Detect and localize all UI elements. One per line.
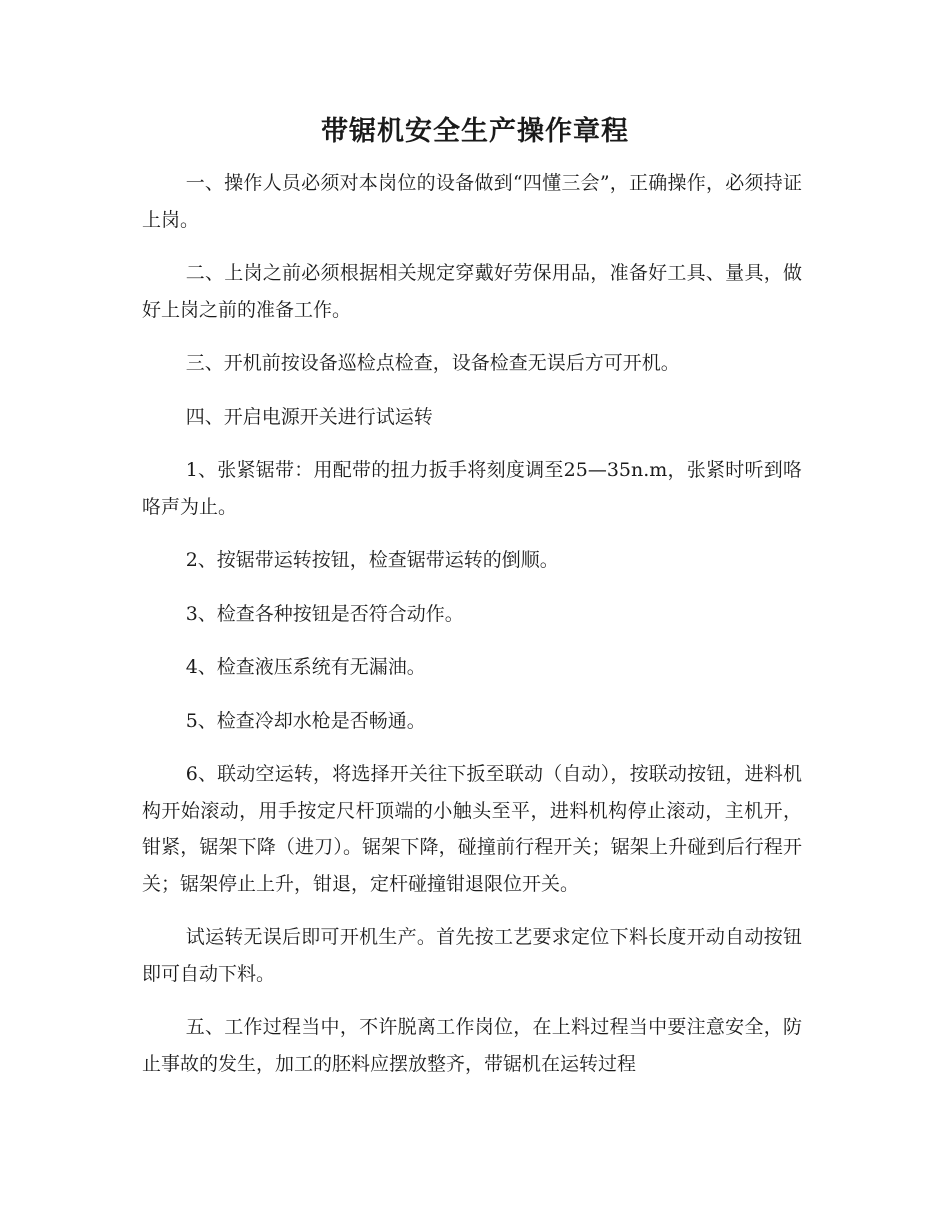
paragraph-8: 4、检查液压系统有无漏油。	[185, 656, 426, 678]
paragraph-1: 一、操作人员必须对本岗位的设备做到“四懂三会”，正确操作，必须持证上岗。	[142, 172, 802, 231]
paragraph-9: 5、检查冷却水枪是否畅通。	[185, 709, 426, 732]
paragraph-10: 6、联动空运转，将选择开关往下扳至联动（自动），按联动按钮，进料机构开始滚动，用手按定尺杆顶端的小触头至平，进料机构停止滚动，主机开，钳紧，锯架下降（进刀）。锯架下降，碰撞前行程开关；锯架上升碰到后行程开关；锯架停止上升，钳退，定杆碰撞钳退限位开关。	[142, 763, 802, 895]
paragraph-2: 二、上岗之前必须根据相关规定穿戴好劳保用品，准备好工具、量具，做好上岗之前的准备工作。	[142, 262, 802, 321]
paragraph-7: 3、检查各种按钮是否符合动作。	[185, 602, 464, 625]
paragraph-11: 试运转无误后即可开机生产。首先按工艺要求定位下料长度开动自动按钮即可自动下料。	[142, 926, 802, 985]
paragraph-12: 五、工作过程当中，不许脱离工作岗位，在上料过程当中要注意安全，防止事故的发生，加工的胚料应摆放整齐，带锯机在运转过程	[142, 1016, 802, 1075]
document-body	[142, 165, 802, 1099]
paragraph-3: 三、开机前按设备巡检点检查，设备检查无误后方可开机。	[185, 352, 680, 374]
paragraph-6: 2、按锯带运转按钮，检查锯带运转的倒顺。	[185, 549, 559, 571]
paragraph-4: 四、开启电源开关进行试运转	[185, 405, 433, 428]
document-title: 带锯机安全生产操作章程	[321, 116, 629, 147]
paragraph-5: 1、张紧锯带：用配带的扭力扳手将刻度调至25—35n.m，张紧时听到咯咯声为止。	[142, 459, 802, 518]
